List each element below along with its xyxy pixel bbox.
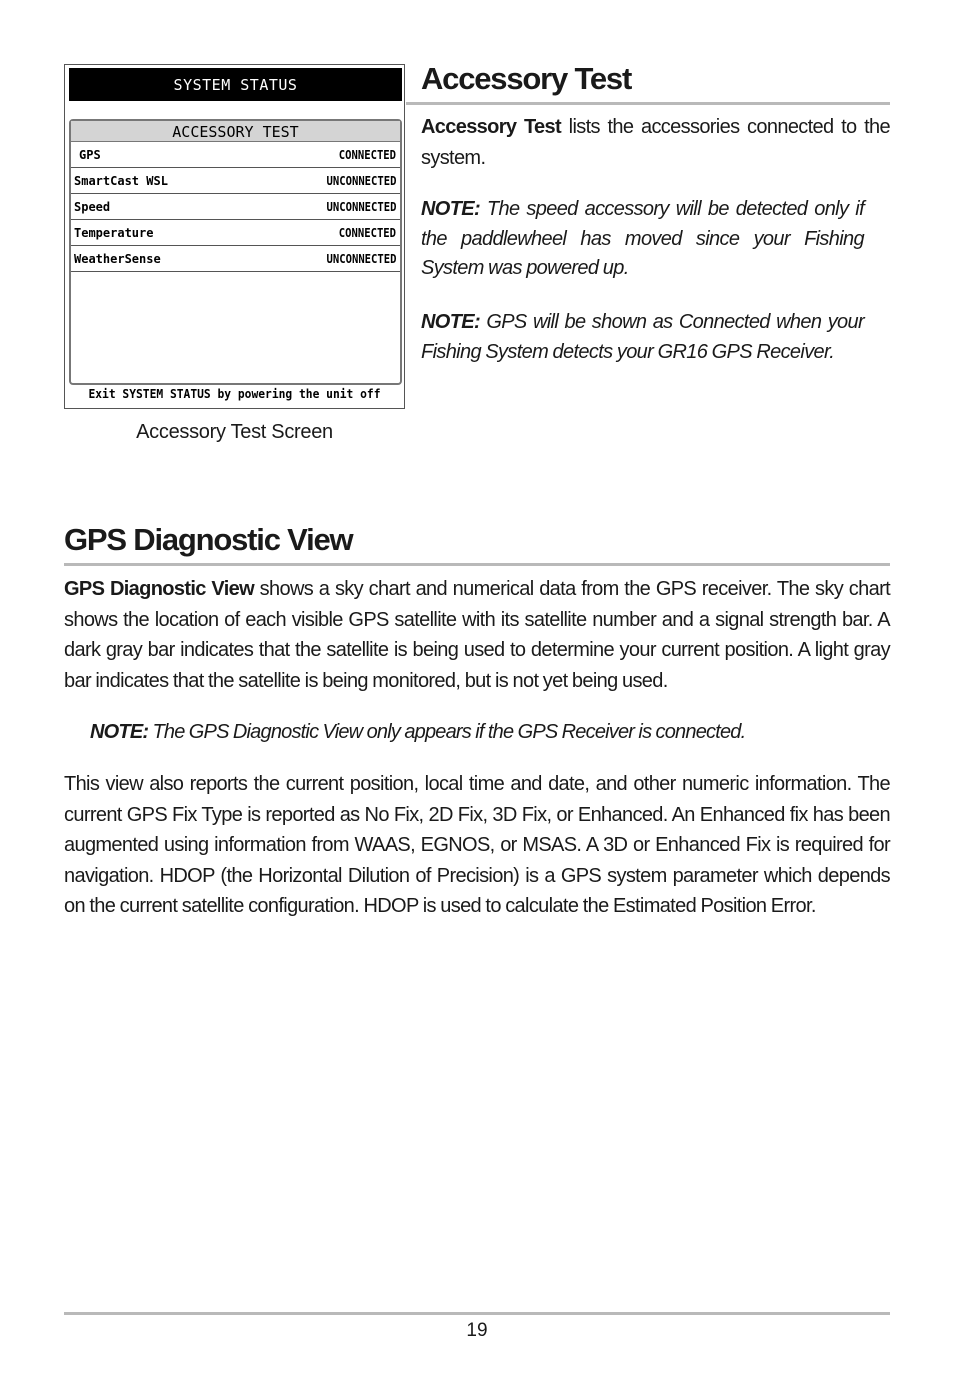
accessory-name: Speed: [74, 199, 111, 214]
accessory-status: UNCONNECTED: [326, 251, 396, 266]
note-label: NOTE:: [421, 311, 480, 333]
accessory-name: SmartCast WSL: [74, 173, 168, 188]
accessory-row: [71, 142, 400, 168]
gps-note: [421, 308, 864, 367]
accessory-test-intro: [421, 112, 890, 173]
note-text: GPS will be shown as Connected when your Fishing System detects your GR16 GPS Receiver.: [421, 311, 864, 363]
accessory-name: WeatherSense: [74, 251, 161, 266]
accessory-test-panel: [69, 119, 402, 385]
accessory-test-heading: Accessory Test: [421, 61, 632, 96]
figure-caption: Accessory Test Screen: [136, 421, 333, 443]
screen-footer-text: Exit SYSTEM STATUS by powering the unit off: [88, 387, 381, 401]
note-label: NOTE:: [90, 721, 149, 743]
accessory-test-panel-title: ACCESSORY TEST: [71, 121, 400, 142]
accessory-test-intro-text: lists the accessories connected to the system.: [421, 116, 891, 169]
accessory-status: CONNECTED: [338, 147, 396, 162]
accessory-test-screen: [64, 64, 405, 409]
gps-diagnostic-heading: GPS Diagnostic View: [64, 522, 353, 557]
system-status-title: SYSTEM STATUS: [69, 68, 402, 101]
page-number: 19: [466, 1320, 488, 1341]
note-text: The speed accessory will be detected only if the paddlewheel has moved since your Fishing System was powered up.: [421, 198, 864, 279]
accessory-status: UNCONNECTED: [326, 199, 396, 214]
accessory-row: [71, 220, 400, 246]
gps-diagnostic-bold: GPS Diagnostic View: [64, 578, 254, 600]
gps-diagnostic-text: shows a sky chart and numerical data from the GPS receiver. The sky chart shows the location of each visible GPS satellite with its satellite number and a signal strength bar. A dark gray bar indicates that the satellite is being used to determine your current position. A light gray bar indicates that the satellite is being monitored, but is not yet being used.: [64, 578, 890, 692]
note-text: The GPS Diagnostic View only appears if the GPS Receiver is connected.: [148, 721, 746, 743]
accessory-status: UNCONNECTED: [326, 173, 396, 188]
heading-rule: [406, 102, 890, 105]
note-label: NOTE:: [421, 198, 480, 220]
footer-rule: [64, 1312, 890, 1315]
gps-diagnostic-paragraph-1: [64, 574, 890, 696]
accessory-name: Temperature: [74, 225, 154, 240]
accessory-name: GPS: [79, 147, 101, 162]
heading-rule: [64, 563, 890, 566]
speed-note: [421, 195, 864, 284]
accessory-row: [71, 168, 400, 194]
accessory-status: CONNECTED: [338, 225, 396, 240]
accessory-row: [71, 246, 400, 272]
accessory-test-intro-bold: Accessory Test: [421, 116, 562, 138]
accessory-row: [71, 194, 400, 220]
gps-diagnostic-note: [90, 717, 890, 748]
gps-diagnostic-paragraph-2: This view also reports the current position, local time and date, and other numeric information. The current GPS Fix Type is reported as No Fix, 2D Fix, 3D Fix, or Enhanced. An Enhanced fix has been augmented using information from WAAS, EGNOS, or MSAS. A 3D or Enhanced Fix is required for navigation. HDOP (the Horizontal Dilution of Precision) is a GPS system parameter which depends on the current satellite configuration. HDOP is used to calculate the Estimated Position Error.: [64, 773, 890, 917]
